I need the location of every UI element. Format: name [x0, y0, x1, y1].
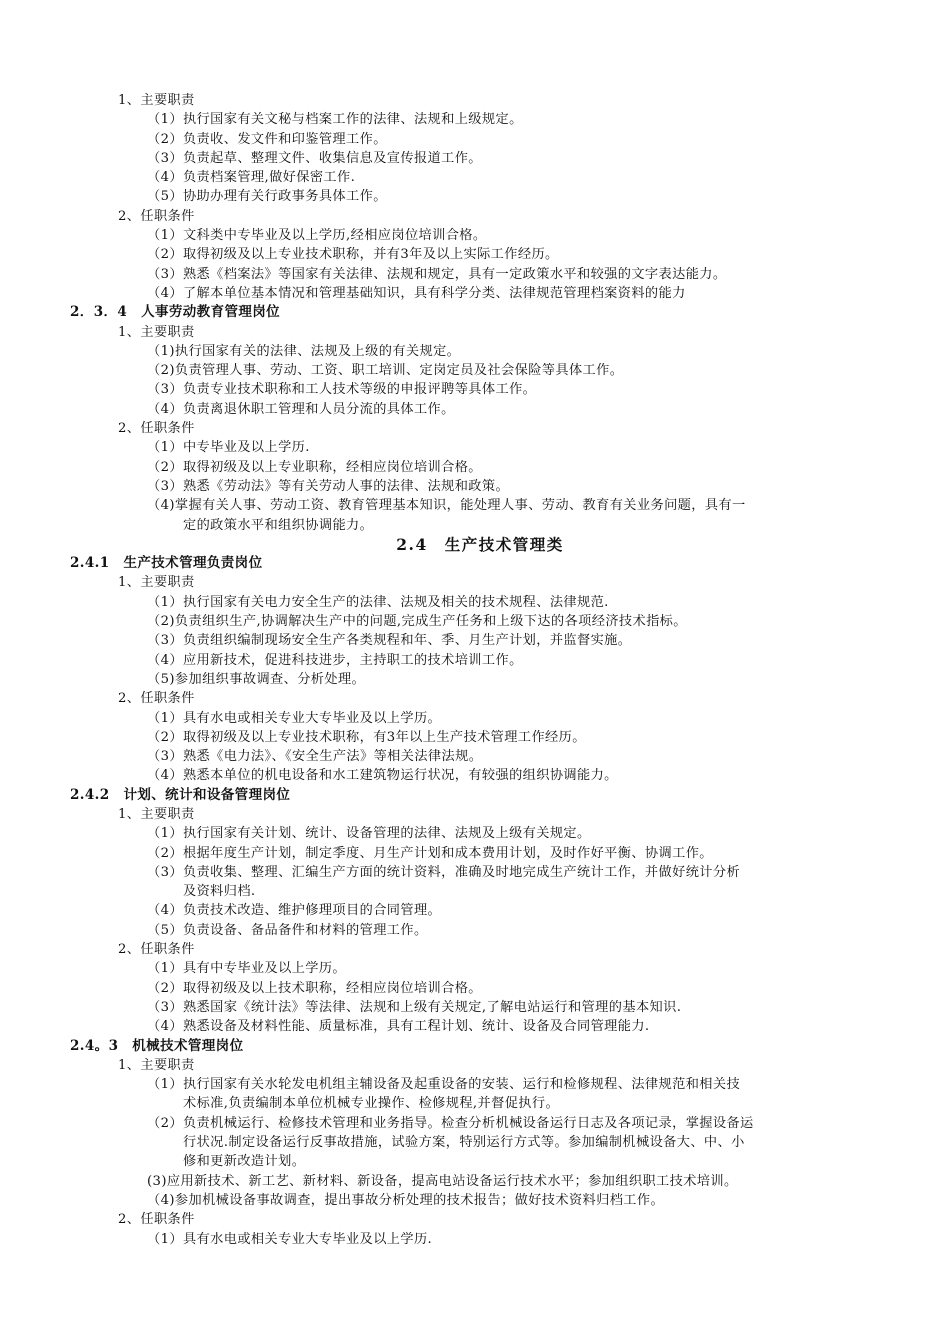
list-item: （2）根据年度生产计划，制定季度、月生产计划和成本费用计划，及时作好平衡、协调工作。 [147, 845, 713, 861]
list-item: （4）负责档案管理,做好保密工作. [147, 170, 356, 186]
list-item: （4）负责离退休职工管理和人员分流的具体工作。 [147, 401, 455, 417]
list-item: （1）执行国家有关电力安全生产的法律、法规及相关的技术规程、法律规范. [147, 594, 609, 610]
list-item: （3）负责组织编制现场安全生产各类规程和年、季、月生产计划，并监督实施。 [147, 633, 632, 649]
list-item-continuation: 及资料归档. [183, 884, 256, 900]
list-item: （2）取得初级及以上专业技术职称，并有3年及以上实际工作经历。 [147, 247, 559, 263]
subsection-heading: 2．3．4 人事劳动教育管理岗位 [70, 304, 281, 321]
list-item: （5）负责设备、备品备件和材料的管理工作。 [147, 922, 428, 938]
list-item: （2）取得初级及以上技术职称，经相应岗位培训合格。 [147, 980, 482, 996]
subsection-heading: 2.4.1 生产技术管理负责岗位 [70, 555, 263, 572]
item-heading: 2、任职条件 [118, 208, 195, 224]
list-item: （2）负责收、发文件和印鉴管理工作。 [147, 131, 387, 147]
list-item: （5)参加组织事故调查、分析处理。 [147, 671, 366, 687]
list-item: （2）负责机械运行、检修技术管理和业务指导。检查分析机械设备运行日志及各项记录，掌握设备运 [147, 1115, 754, 1131]
list-item: （1)执行国家有关的法律、法规及上级的有关规定。 [147, 343, 461, 359]
list-item: （4）应用新技术，促进科技进步，主持职工的技术培训工作。 [147, 652, 523, 668]
list-item: (3)应用新技术、新工艺、新材料、新设备，提高电站设备运行技术水平；参加组织职工技术培训。 [147, 1173, 738, 1189]
list-item: （3）负责起草、整理文件、收集信息及宣传报道工作。 [147, 150, 482, 166]
item-heading: 1、主要职责 [118, 575, 195, 591]
list-item: （3）负责收集、整理、汇编生产方面的统计资料，准确及时地完成生产统计工作，并做好统计分析 [147, 864, 741, 880]
list-item: （3）熟悉《劳动法》等有关劳动人事的法律、法规和政策。 [147, 478, 510, 494]
list-item: （2)负责组织生产,协调解决生产中的问题,完成生产任务和上级下达的各项经济技术指标。 [147, 614, 687, 630]
list-item: （4)掌握有关人事、劳动工资、教育管理基本知识，能处理人事、劳动、教育有关业务问题，具有一 [147, 498, 746, 514]
list-item: （2）取得初级及以上专业职称，经相应岗位培训合格。 [147, 459, 482, 475]
list-item: （3）负责专业技术职称和工人技术等级的申报评聘等具体工作。 [147, 382, 537, 398]
list-item-continuation: 定的政策水平和组织协调能力。 [183, 517, 374, 533]
list-item: （4)参加机械设备事故调查，提出事故分析处理的技术报告；做好技术资料归档工作。 [147, 1192, 665, 1208]
list-item: （1）文科类中专毕业及以上学历,经相应岗位培训合格。 [147, 228, 487, 244]
list-item: （4）负责技术改造、维护修理项目的合同管理。 [147, 903, 442, 919]
list-item-continuation: 行状况.制定设备运行反事故措施，试验方案，特别运行方式等。参加编制机械设备大、中、小 [183, 1135, 745, 1151]
list-item: （3）熟悉《电力法》、《安全生产法》等相关法律法规。 [147, 749, 483, 765]
list-item: （1）执行国家有关文秘与档案工作的法律、法规和上级规定。 [147, 112, 523, 128]
list-item: （4）熟悉本单位的机电设备和水工建筑物运行状况，有较强的组织协调能力。 [147, 768, 618, 784]
item-heading: 2、任职条件 [118, 691, 195, 707]
list-item-continuation: 术标准,负责编制本单位机械专业操作、检修规程,并督促执行。 [183, 1096, 560, 1112]
item-heading: 2、任职条件 [118, 421, 195, 437]
subsection-heading: 2.4.2 计划、统计和设备管理岗位 [70, 786, 291, 803]
list-item: （1）执行国家有关水轮发电机组主辅设备及起重设备的安装、运行和检修规程、法律规范和相关技 [147, 1077, 741, 1093]
item-heading: 2、任职条件 [118, 942, 195, 958]
list-item: （5）协助办理有关行政事务具体工作。 [147, 189, 387, 205]
list-item: （3）熟悉国家《统计法》等法律、法规和上级有关规定,了解电站运行和管理的基本知识. [147, 999, 682, 1015]
list-item: （2)负责管理人事、劳动、工资、职工培训、定岗定员及社会保险等具体工作。 [147, 363, 624, 379]
list-item: （4）熟悉设备及材料性能、质量标准，具有工程计划、统计、设备及合同管理能力. [147, 1019, 650, 1035]
list-item: （1）执行国家有关计划、统计、设备管理的法律、法规及上级有关规定。 [147, 826, 591, 842]
list-item: （3）熟悉《档案法》等国家有关法律、法规和规定，具有一定政策水平和较强的文字表达能力。 [147, 266, 727, 282]
item-heading: 2、任职条件 [118, 1212, 195, 1228]
subsection-heading: 2.4。3 机械技术管理岗位 [70, 1037, 244, 1054]
item-heading: 1、主要职责 [118, 1057, 195, 1073]
list-item-continuation: 修和更新改造计划。 [183, 1154, 306, 1170]
section-heading: 2.4 生产技术管理类 [396, 534, 564, 554]
item-heading: 1、主要职责 [118, 93, 195, 108]
item-heading: 1、主要职责 [118, 806, 195, 822]
list-item: （1）具有水电或相关专业大专毕业及以上学历. [147, 1231, 433, 1247]
item-heading: 1、主要职责 [118, 324, 195, 340]
list-item: （1）具有水电或相关专业大专毕业及以上学历。 [147, 710, 442, 726]
list-item: （1）中专毕业及以上学历. [147, 440, 310, 456]
list-item: （1）具有中专毕业及以上学历。 [147, 961, 347, 977]
list-item: （2）取得初级及以上专业技术职称，有3年以上生产技术管理工作经历。 [147, 729, 586, 745]
list-item: （4）了解本单位基本情况和管理基础知识，具有科学分类、法律规范管理档案资料的能力 [147, 285, 686, 301]
